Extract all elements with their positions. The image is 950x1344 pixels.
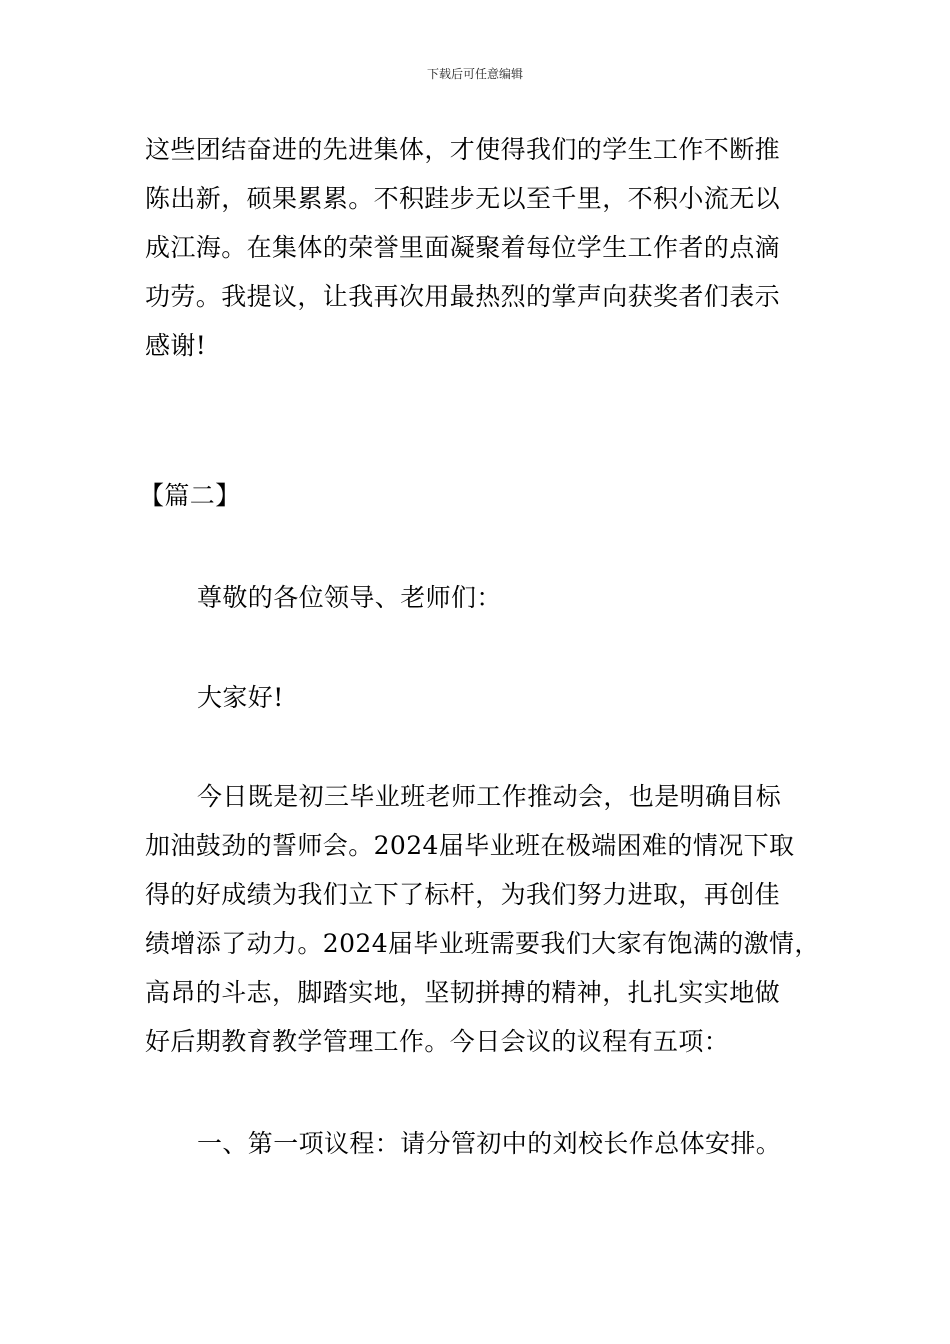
paragraph-line: 高昂的斗志，脚踏实地，坚韧拼搏的精神，扎扎实实地做 [145, 978, 781, 1007]
paragraph-line: 陈出新，硕果累累。不积跬步无以至千里，不积小流无以 [145, 184, 781, 213]
paragraph-line: 加油鼓劲的誓师会。2024届毕业班在极端困难的情况下取 [145, 831, 795, 860]
agenda-item: 一、第一项议程：请分管初中的刘校长作总体安排。 [197, 1129, 782, 1158]
paragraph-line: 这些团结奋进的先进集体，才使得我们的学生工作不断推 [145, 135, 781, 164]
paragraph-line: 感谢! [145, 331, 207, 360]
greeting: 大家好! [197, 683, 284, 712]
header-note: 下载后可任意编辑 [426, 67, 523, 81]
paragraph-line: 绩增添了动力。2024届毕业班需要我们大家有饱满的激情， [145, 929, 820, 958]
paragraph-line: 功劳。我提议，让我再次用最热烈的掌声向获奖者们表示 [145, 282, 781, 311]
salutation: 尊敬的各位领导、老师们： [197, 583, 502, 612]
paragraph-line: 成江海。在集体的荣誉里面凝聚着每位学生工作者的点滴 [145, 233, 781, 262]
paragraph-line: 今日既是初三毕业班老师工作推动会，也是明确目标 [197, 782, 782, 811]
section-title: 【篇二】 [139, 481, 241, 510]
paragraph-line: 好后期教育教学管理工作。今日会议的议程有五项： [145, 1027, 730, 1056]
paragraph-line: 得的好成绩为我们立下了标杆，为我们努力进取，再创佳 [145, 880, 781, 909]
